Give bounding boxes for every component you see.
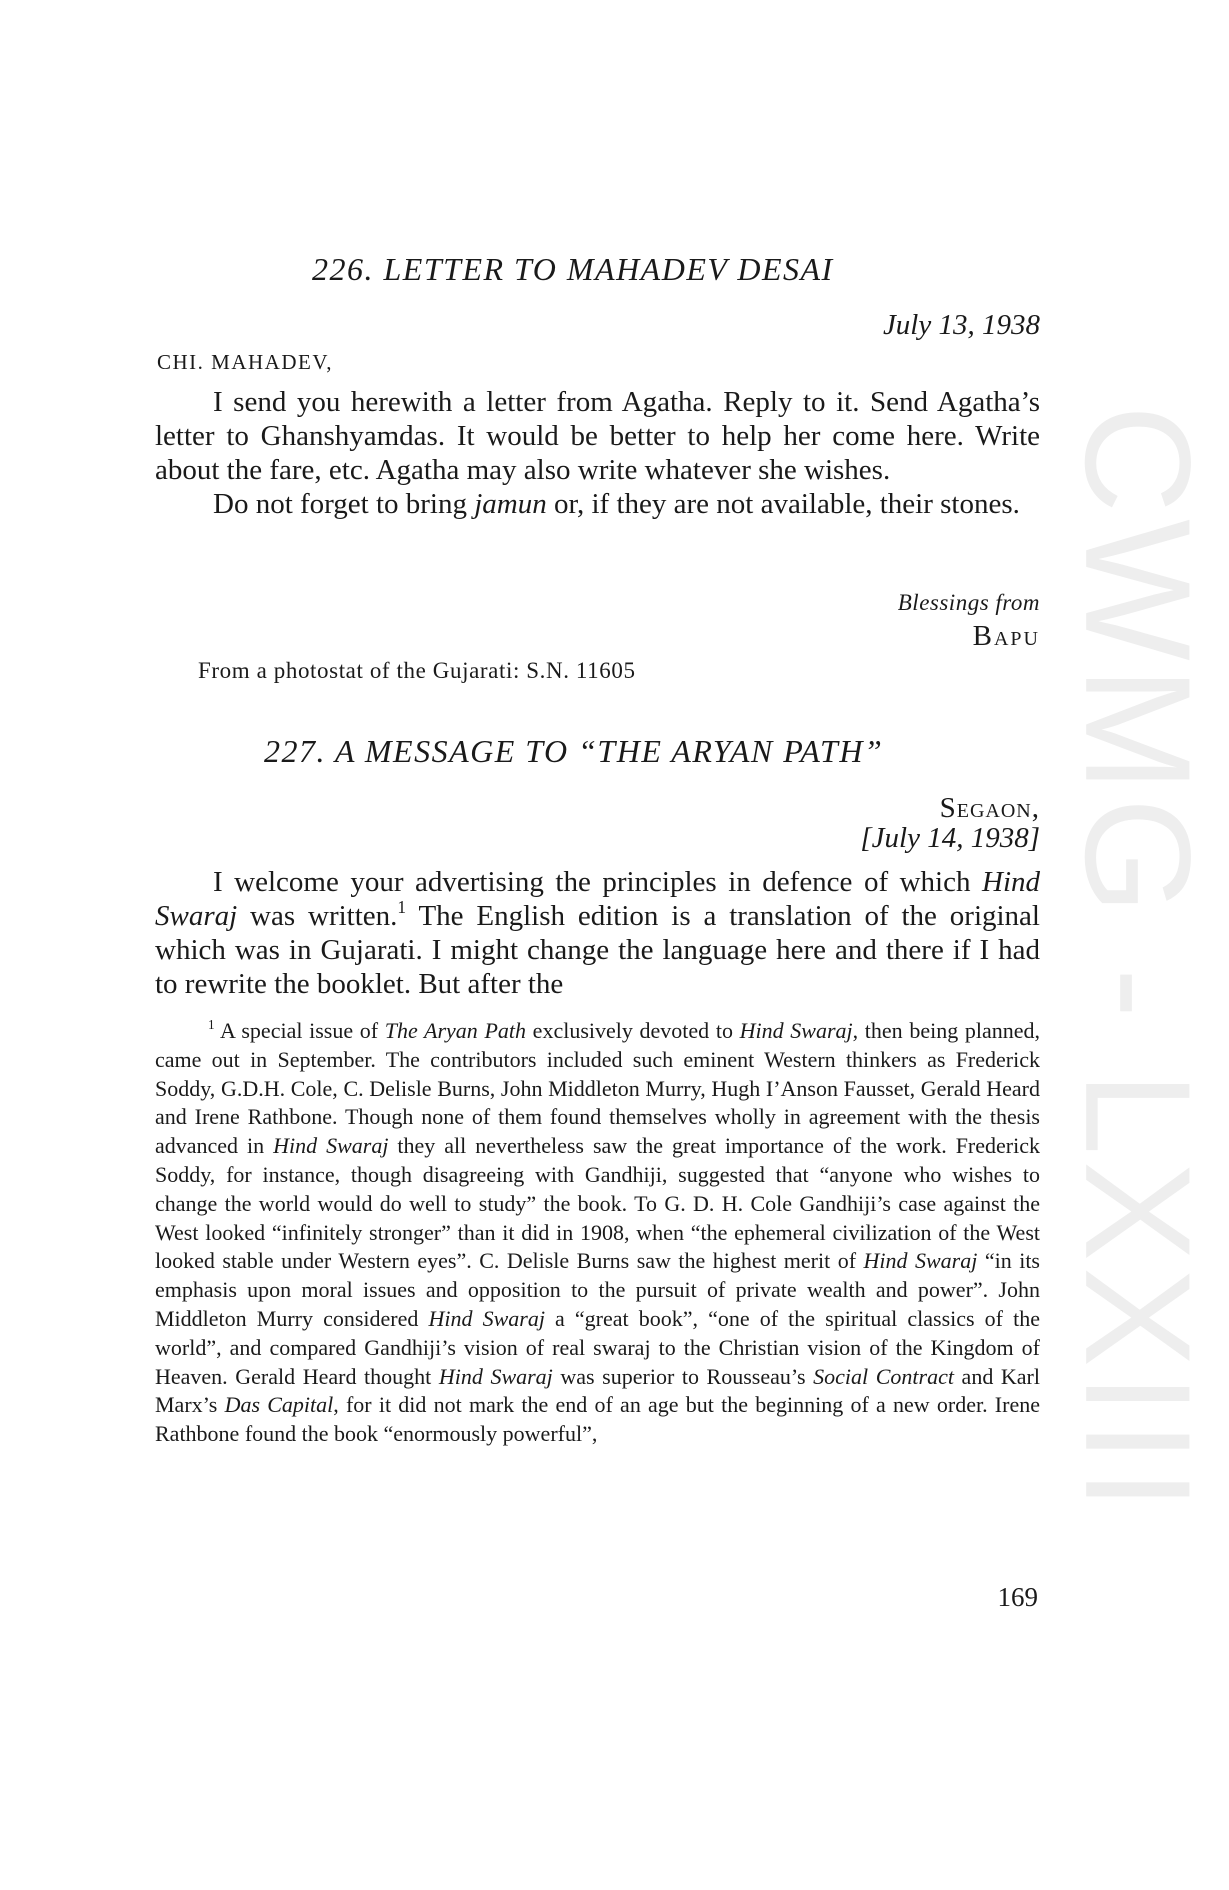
footnote-text: was superior to Rousseau’s [552, 1363, 814, 1389]
footnote-marker: 1 [208, 1016, 215, 1032]
footnote-italic: Hind Swaraj [428, 1305, 545, 1331]
para2-text-a: Do not forget to bring [213, 488, 475, 520]
source-note: From a photostat of the Gujarati: S.N. 11605 [198, 658, 636, 683]
footnote-text: , then being planned, came out in September. The contributors included such eminent Western thinkers as Frederick Soddy, G.D.H. Cole, C. Delisle Burns, John Middleton Murry, Hugh I’Anson Fausset, Gerald Heard and Irene Rathbone. Though none of them found themselves wholly in agreement with the thesis advanced in [155, 1018, 1040, 1159]
para2-text-b: or, if they are not available, their stones. [546, 488, 1020, 520]
footnote-italic: Social Contract [813, 1363, 954, 1389]
closing: Blessings from [897, 590, 1040, 615]
footnote-text: exclusively devoted to [526, 1018, 740, 1043]
salutation: CHI. MAHADEV, [157, 350, 334, 374]
footnote-italic: The Aryan Path [384, 1018, 527, 1043]
footnote-italic: Hind Swaraj [438, 1363, 553, 1389]
watermark [1054, 404, 1223, 1516]
message-body [155, 865, 1040, 1001]
para2-italic-word: jamun [474, 488, 547, 520]
message-text-a: I welcome your advertising the principles in defence of which [213, 866, 982, 898]
footnote-reference: 1 [397, 896, 407, 917]
footnote [155, 1017, 1040, 1449]
message-date: [July 14, 1938] [860, 822, 1040, 854]
letter-body [155, 385, 1040, 521]
footnote-block [155, 1017, 1040, 1449]
footnote-italic: Das Capital [224, 1392, 334, 1418]
watermark-text: CWMG - LXXIII [1054, 404, 1223, 1516]
message-heading: 227. A MESSAGE TO “THE ARYAN PATH” [264, 733, 884, 769]
footnote-italic: Hind Swaraj [863, 1248, 978, 1274]
letter-paragraph-1: I send you herewith a letter from Agatha. Reply to it. Send Agatha’s letter to Ghanshyamdas. It would be better to help her come here. Write about the fare, etc. Agatha may also write whatever she wishes. [155, 386, 1040, 486]
page-number: 169 [997, 1582, 1038, 1612]
footnote-text: A special issue of [214, 1018, 385, 1043]
footnote-text: “in its emphasis upon moral issues and opposition to the pursuit of private wealth and power”. John Middleton Murry considered [155, 1248, 1040, 1331]
footnote-italic: Hind Swaraj [273, 1133, 389, 1159]
footnote-italic: Hind Swaraj [739, 1018, 853, 1043]
message-italic-title: Hind Swaraj [155, 866, 1040, 932]
signature: Bapu [972, 620, 1040, 652]
message-text-c: The English edition is a translation of the original which was in Gujarati. I might change the language here and there if I had to rewrite the booklet. But after the [155, 900, 1040, 1000]
footnote-text: , for it did not mark the end of an age but the beginning of a new order. Irene Rathbone found the book “enormously powerful”, [155, 1392, 1040, 1447]
letter-heading: 226. LETTER TO MAHADEV DESAI [312, 251, 834, 287]
letter-paragraph-2 [155, 487, 1040, 521]
footnote-text: they all nevertheless saw the great importance of the work. Frederick Soddy, for instance, though disagreeing with Gandhiji, suggested that “anyone who wishes to change the world would do well to study” the book. To G. D. H. Cole Gandhiji’s case against the West looked “infinitely stronger” than it did in 1908, when “the ephemeral civilization of the West looked stable under Western eyes”. C. Delisle Burns saw the highest merit of [155, 1133, 1040, 1274]
letter-date: July 13, 1938 [882, 309, 1040, 341]
footnote-text: a “great book”, “one of the spiritual classics of the world”, and compared Gandhiji’s vision of real swaraj to the Christian vision of the Kingdom of Heaven. Gerald Heard thought [155, 1305, 1040, 1389]
footnote-text: and Karl Marx’s [155, 1363, 1040, 1418]
message-text-b: was written. [237, 900, 398, 932]
message-place: Segaon, [939, 792, 1040, 824]
message-paragraph [155, 865, 1040, 1001]
